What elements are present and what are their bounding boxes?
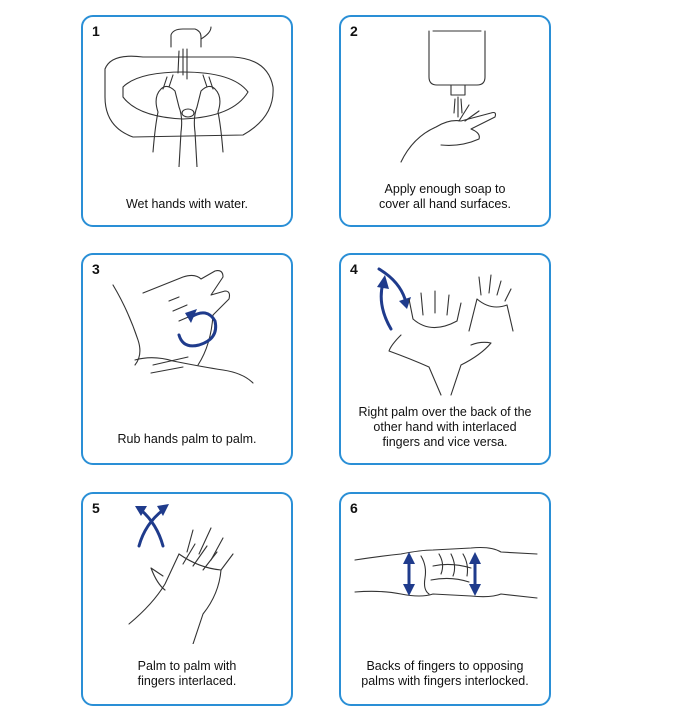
step-card-4 (339, 253, 551, 465)
interlaced-back-of-hand-illustration (341, 255, 548, 405)
step-caption: Apply enough soap to cover all hand surfaces. (378, 182, 511, 211)
step-number: 5 (92, 500, 100, 516)
interlocked-fingers-illustration (341, 494, 548, 644)
wet-hands-illustration (83, 17, 290, 167)
interlaced-palms-illustration (83, 494, 290, 644)
step-number: 4 (350, 261, 358, 277)
step-number: 2 (350, 23, 358, 39)
step-caption: Right palm over the back of the other hand with interlaced fingers and vice versa. (358, 405, 532, 449)
step-card-5 (81, 492, 293, 706)
step-card-3 (81, 253, 293, 465)
step-number: 3 (92, 261, 100, 277)
step-number: 1 (92, 23, 100, 39)
step-card-2 (339, 15, 551, 227)
step-caption: Wet hands with water. (125, 197, 249, 211)
step-caption: Rub hands palm to palm. (117, 432, 257, 446)
step-number: 6 (350, 500, 358, 516)
rub-palms-illustration (83, 255, 290, 415)
step-card-1 (81, 15, 293, 227)
step-caption: Palm to palm with fingers interlaced. (137, 659, 237, 688)
step-caption: Backs of fingers to opposing palms with fingers interlocked. (361, 659, 529, 688)
apply-soap-illustration (341, 17, 548, 167)
step-card-6 (339, 492, 551, 706)
